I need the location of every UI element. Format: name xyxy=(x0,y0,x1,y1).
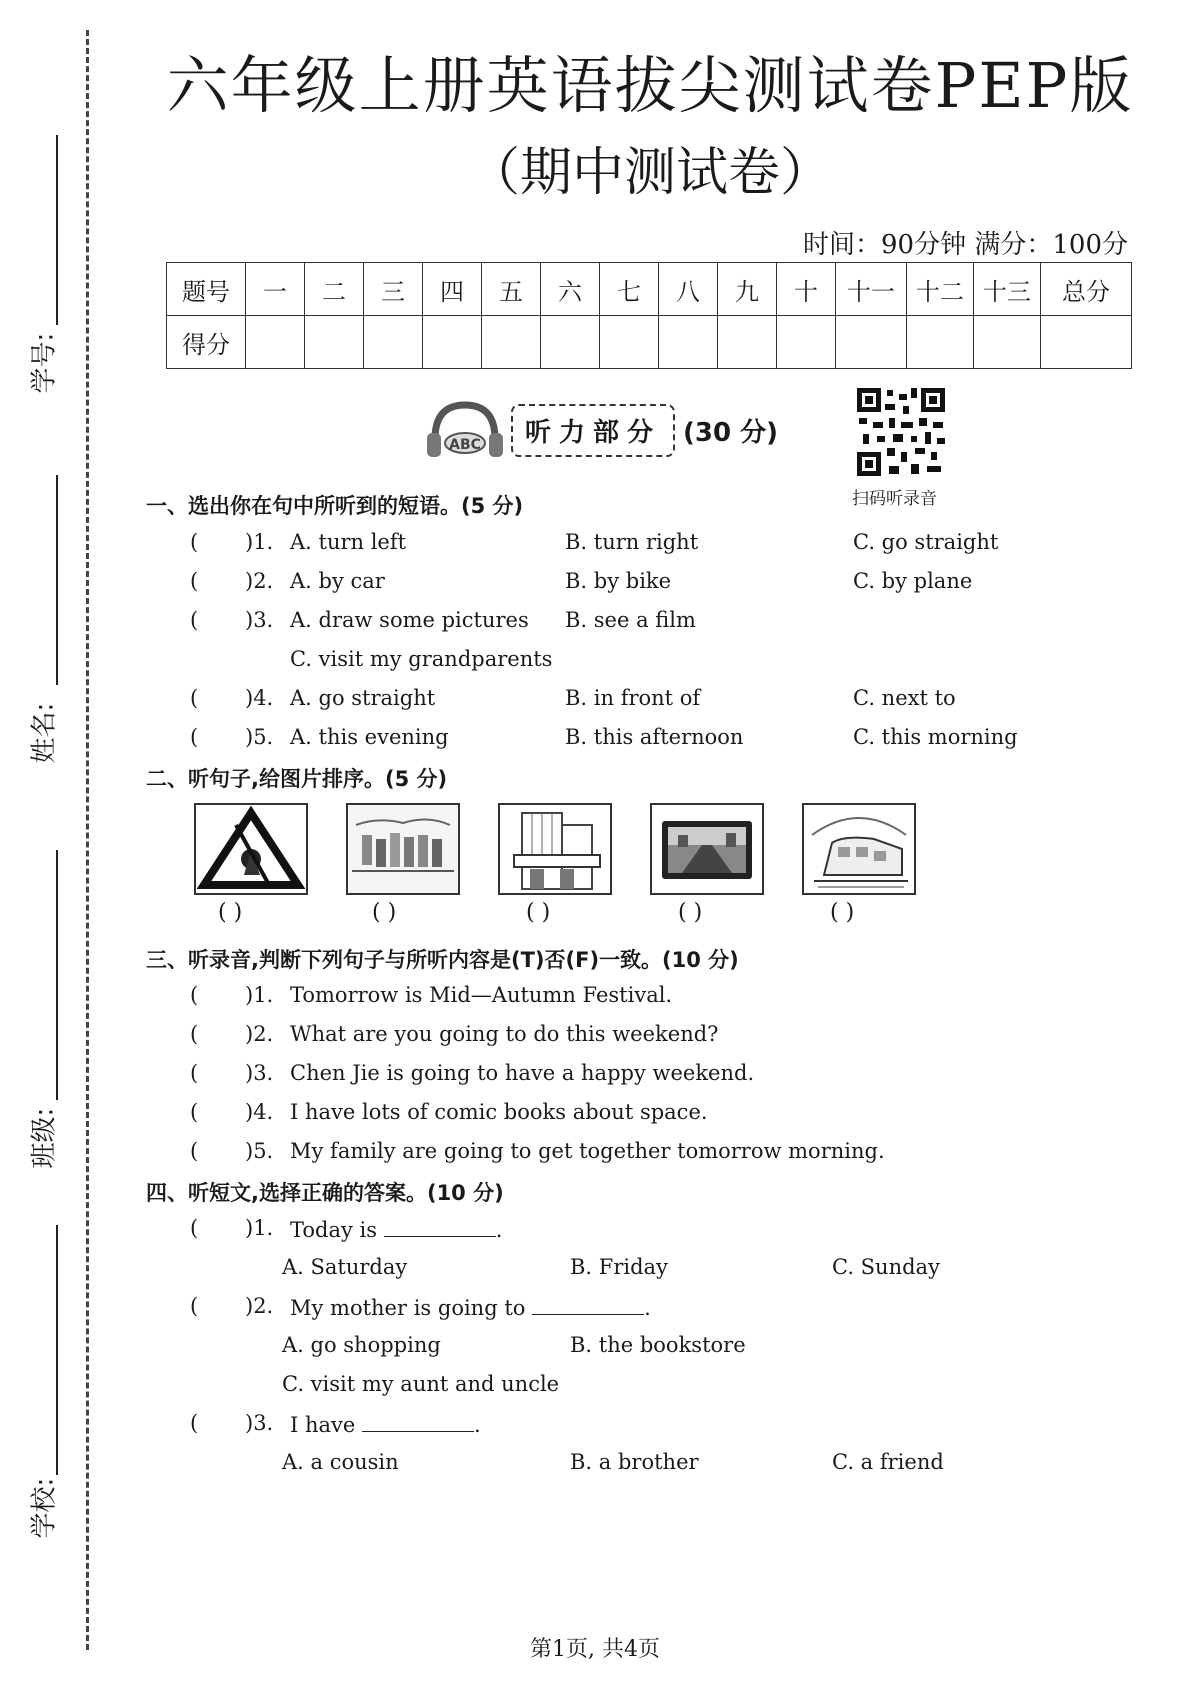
option-c: C. by plane xyxy=(853,569,973,593)
headphone-text: ABC xyxy=(449,437,481,453)
item-number: )1. xyxy=(245,530,274,554)
picture-tv-road xyxy=(650,803,764,895)
score-cell[interactable] xyxy=(246,316,305,369)
answer-paren[interactable]: ( xyxy=(190,725,199,749)
score-header-cell: 十三 xyxy=(974,263,1041,316)
option-a: A. draw some pictures xyxy=(290,608,529,632)
answer-paren[interactable]: ( xyxy=(190,1411,199,1435)
answer-paren[interactable]: ( xyxy=(190,1022,199,1046)
section3-title: 三、听录音,判断下列句子与所听内容是(T)否(F)一致。(10 分) xyxy=(146,948,739,972)
score-cell[interactable] xyxy=(836,316,907,369)
page-subtitle: （期中测试卷） xyxy=(467,143,832,203)
answer-paren[interactable]: ( xyxy=(190,608,199,632)
score-cell[interactable] xyxy=(907,316,974,369)
score-cell[interactable] xyxy=(1041,316,1132,369)
school-label: 学校: xyxy=(29,1477,60,1539)
listening-header xyxy=(425,395,778,465)
picture-answer-paren[interactable]: ( ) xyxy=(526,900,551,925)
item-number: )2. xyxy=(245,1022,274,1046)
statement-text: What are you going to do this weekend? xyxy=(290,1022,719,1046)
option-b: B. in front of xyxy=(565,686,701,710)
option-b: B. a brother xyxy=(570,1450,699,1474)
section2-title: 二、听句子,给图片排序。(5 分) xyxy=(146,767,448,791)
answer-paren[interactable]: ( xyxy=(190,1216,199,1240)
answer-paren[interactable]: ( xyxy=(190,1061,199,1085)
score-header-cell: 六 xyxy=(541,263,600,316)
score-header-cell: 一 xyxy=(246,263,305,316)
score-header-cell: 十 xyxy=(777,263,836,316)
qr-code-icon[interactable] xyxy=(855,386,947,478)
item-number: )2. xyxy=(245,569,274,593)
statement-text: I have lots of comic books about space. xyxy=(290,1100,708,1124)
answer-blank[interactable] xyxy=(532,1294,644,1315)
score-cell[interactable] xyxy=(305,316,364,369)
student-no-line xyxy=(56,135,58,325)
answer-paren[interactable]: ( xyxy=(190,1294,199,1318)
option-c: C. Sunday xyxy=(832,1255,940,1279)
option-c: C. next to xyxy=(853,686,956,710)
option-b: B. Friday xyxy=(570,1255,668,1279)
option-b: B. turn right xyxy=(565,530,699,554)
option-b: B. see a film xyxy=(565,608,696,632)
option-a: A. Saturday xyxy=(282,1255,408,1279)
option-a: A. by car xyxy=(290,569,385,593)
score-table-header-row xyxy=(167,263,1132,316)
listening-title: 听力部分 xyxy=(511,404,675,457)
question-line: My mother is going to . xyxy=(290,1296,651,1320)
item-number: )5. xyxy=(245,1139,274,1163)
score-header-cell: 八 xyxy=(659,263,718,316)
answer-paren[interactable]: ( xyxy=(190,686,199,710)
page-footer: 第1页, 共4页 xyxy=(530,1637,660,1662)
score-header-cell: 三 xyxy=(364,263,423,316)
score-cell[interactable] xyxy=(974,316,1041,369)
page-title: 六年级上册英语拔尖测试卷PEP版 xyxy=(166,49,1134,122)
section4-title: 四、听短文,选择正确的答案。(10 分) xyxy=(146,1181,504,1205)
binding-dashed-line xyxy=(86,30,89,1650)
headphone-icon xyxy=(425,399,505,461)
option-c: C. a friend xyxy=(832,1450,944,1474)
answer-paren[interactable]: ( xyxy=(190,1139,199,1163)
item-number: )4. xyxy=(245,1100,274,1124)
score-table-score-row xyxy=(167,316,1132,369)
class-label: 班级: xyxy=(29,1107,60,1169)
option-b: B. this afternoon xyxy=(565,725,744,749)
score-header-cell: 五 xyxy=(482,263,541,316)
option-b: B. by bike xyxy=(565,569,672,593)
option-a: A. go straight xyxy=(290,686,436,710)
score-cell[interactable] xyxy=(482,316,541,369)
answer-paren[interactable]: ( xyxy=(190,983,199,1007)
score-header-cell: 四 xyxy=(423,263,482,316)
answer-paren[interactable]: ( xyxy=(190,569,199,593)
item-number: )5. xyxy=(245,725,274,749)
score-cell[interactable] xyxy=(423,316,482,369)
picture-answer-paren[interactable]: ( ) xyxy=(372,900,397,925)
item-number: )4. xyxy=(245,686,274,710)
time-info: 时间：90分钟 满分：100分 xyxy=(803,230,1128,260)
option-a: A. turn left xyxy=(290,530,407,554)
score-cell[interactable] xyxy=(718,316,777,369)
score-row-label: 得分 xyxy=(167,316,246,369)
score-header-cell: 二 xyxy=(305,263,364,316)
option-a: A. a cousin xyxy=(282,1450,399,1474)
picture-answer-paren[interactable]: ( ) xyxy=(218,900,243,925)
option-a: A. this evening xyxy=(290,725,449,749)
score-table xyxy=(166,262,1132,369)
class-line xyxy=(56,850,58,1100)
option-c: C. this morning xyxy=(853,725,1018,749)
section1-title: 一、选出你在句中所听到的短语。(5 分) xyxy=(146,494,524,518)
score-header-cell: 九 xyxy=(718,263,777,316)
picture-crowd xyxy=(346,803,460,895)
score-cell[interactable] xyxy=(541,316,600,369)
option-b: B. the bookstore xyxy=(570,1333,746,1357)
score-cell[interactable] xyxy=(364,316,423,369)
question-text: I have xyxy=(290,1413,356,1437)
option-c: C. visit my aunt and uncle xyxy=(282,1372,560,1396)
item-number: )3. xyxy=(245,1411,274,1435)
score-header-cell: 七 xyxy=(600,263,659,316)
score-header-cell: 题号 xyxy=(167,263,246,316)
item-number: )3. xyxy=(245,1061,274,1085)
statement-text: Tomorrow is Mid—Autumn Festival. xyxy=(290,983,673,1007)
student-no-label: 学号: xyxy=(29,332,60,394)
statement-text: My family are going to get together tomorrow morning. xyxy=(290,1139,885,1163)
item-number: )1. xyxy=(245,1216,274,1240)
score-cell[interactable] xyxy=(600,316,659,369)
qr-label: 扫码听录音 xyxy=(852,489,937,509)
name-line xyxy=(56,475,58,685)
item-number: )2. xyxy=(245,1294,274,1318)
answer-paren[interactable]: ( xyxy=(190,1100,199,1124)
answer-blank[interactable] xyxy=(362,1411,474,1432)
picture-answer-paren[interactable]: ( ) xyxy=(830,900,855,925)
option-a: A. go shopping xyxy=(282,1333,441,1357)
score-header-cell: 十一 xyxy=(836,263,907,316)
picture-train xyxy=(802,803,916,895)
item-number: )1. xyxy=(245,983,274,1007)
score-header-cell: 十二 xyxy=(907,263,974,316)
option-c: C. visit my grandparents xyxy=(290,647,553,671)
question-line: Today is . xyxy=(290,1218,503,1242)
question-line: I have . xyxy=(290,1413,481,1437)
picture-building xyxy=(498,803,612,895)
statement-text: Chen Jie is going to have a happy weekend. xyxy=(290,1061,755,1085)
answer-blank[interactable] xyxy=(384,1216,496,1237)
school-line xyxy=(56,1225,58,1475)
question-text: My mother is going to xyxy=(290,1296,526,1320)
question-text: Today is xyxy=(290,1218,378,1242)
picture-answer-paren[interactable]: ( ) xyxy=(678,900,703,925)
option-c: C. go straight xyxy=(853,530,999,554)
picture-warning-sign xyxy=(194,803,308,895)
answer-paren[interactable]: ( xyxy=(190,530,199,554)
score-cell[interactable] xyxy=(659,316,718,369)
score-header-cell: 总分 xyxy=(1041,263,1132,316)
listening-score: (30 分) xyxy=(683,417,779,448)
name-label: 姓名: xyxy=(29,702,60,764)
score-cell[interactable] xyxy=(777,316,836,369)
item-number: )3. xyxy=(245,608,274,632)
